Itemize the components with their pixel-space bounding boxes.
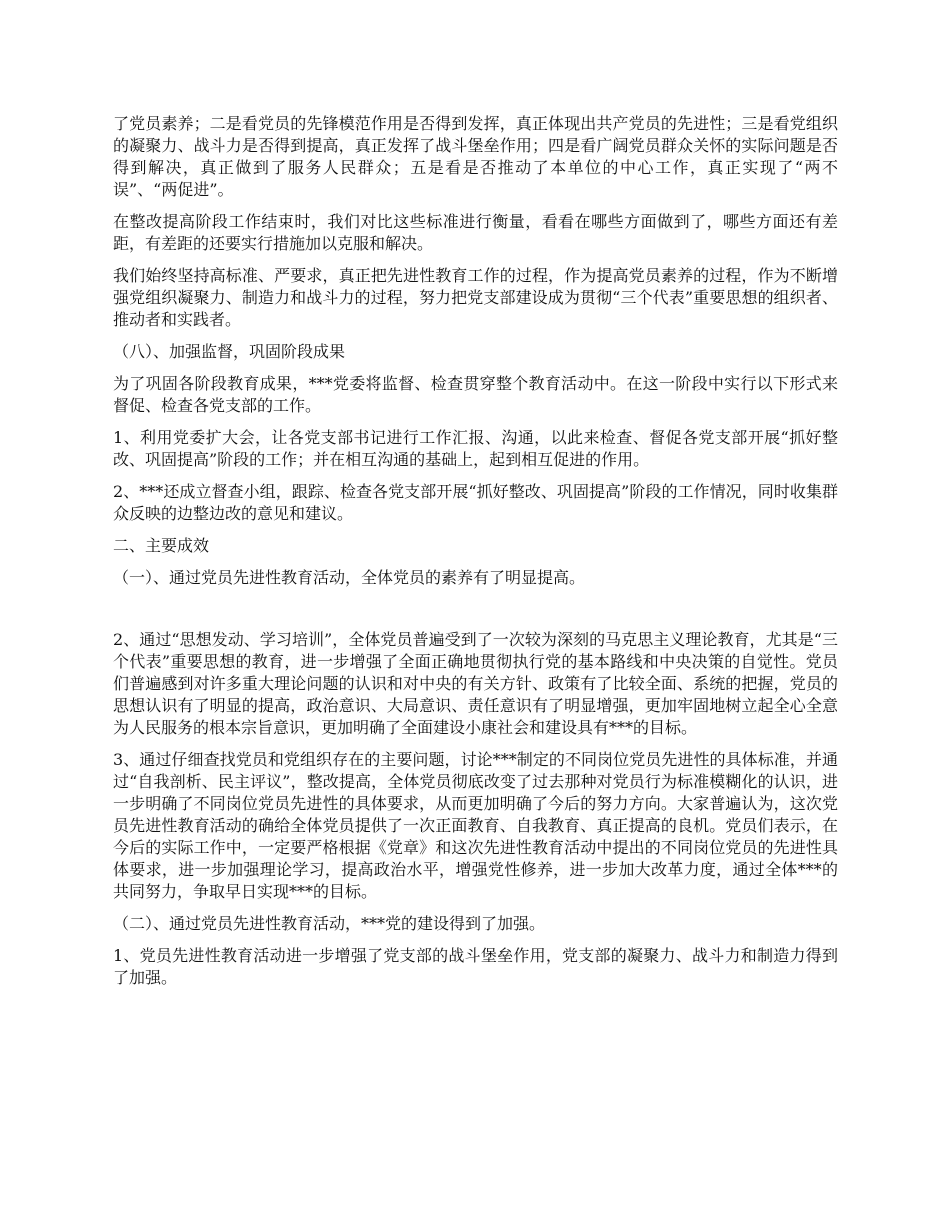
subsection-heading-party-building: （二）、通过党员先进性教育活动，***党的建设得到了加强。 — [113, 914, 546, 933]
section-heading-supervision: （八）、加强监督，巩固阶段成果 — [113, 342, 346, 361]
list-item-2-inspection-group: 2、***还成立督查小组，跟踪、检查各党支部开展“抓好整改、巩固提高”阶段的工作情况，同时收集群众反映的边整边改的意见和建议。 — [113, 482, 838, 523]
blank-spacer — [113, 599, 838, 629]
paragraph-evaluation: 在整改提高阶段工作结束时，我们对比这些标准进行衡量，看看在哪些方面做到了，哪些方面还有差距，有差距的还要实行措施加以克服和解决。 — [113, 212, 838, 253]
list-item-1-committee-meeting: 1、利用党委扩大会，让各党支部书记进行工作汇报、沟通，以此来检查、督促各党支部开展“抓好整改、巩固提高”阶段的工作；并在相互沟通的基础上，起到相互促进的作用。 — [113, 428, 838, 469]
list-item-1-branch-role: 1、党员先进性教育活动进一步增强了党支部的战斗堡垒作用，党支部的凝聚力、战斗力和制造力得到了加强。 — [113, 946, 838, 987]
subsection-heading-member-quality: （一）、通过党员先进性教育活动，全体党员的素养有了明显提高。 — [113, 568, 586, 587]
document-body — [113, 113, 838, 999]
list-item-2-study-training: 2、通过“思想发动、学习培训”，全体党员普遍受到了一次较为深刻的马克思主义理论教育，尤其是“三个代表”重要思想的教育，进一步增强了全面正确地贯彻执行党的基本路线和中央决策的自觉性。党员们普遍感到对许多重大理论问题的认识和对中央的有关方针、政策有了比较全面、系统的把握，党员的思想认识有了明显的提高，政治意识、大局意识、责任意识有了明显增强，更加牢固地树立起全心全意为人民服务的根本宗旨意识，更加明确了全面建设小康社会和建设具有***的目标。 — [113, 630, 838, 737]
section-heading-main-results: 二、主要成效 — [113, 536, 210, 555]
list-item-3-problem-finding: 3、通过仔细查找党员和党组织存在的主要问题，讨论***制定的不同岗位党员先进性的具体标准，并通过“自我剖析、民主评议”，整改提高，全体党员彻底改变了过去那种对党员行为标准模糊化的认识，进一步明确了不同岗位党员先进性的具体要求，从而更加明确了今后的努力方向。大家普遍认为，这次党员先进性教育活动的确给全体党员提供了一次正面教育、自我教育、真正提高的良机。党员们表示，在今后的实际工作中，一定要严格根据《党章》和这次先进性教育活动中提出的不同岗位党员的先进性具体要求，进一步加强理论学习，提高政治水平，增强党性修养，进一步加大改革力度，通过全体***的共同努力，争取早日实现***的目标。 — [113, 750, 838, 901]
paragraph-supervision-intro: 为了巩固各阶段教育成果，***党委将监督、检查贯穿整个教育活动中。在这一阶段中实行以下形式来督促、检查各党支部的工作。 — [113, 374, 838, 415]
paragraph-criteria-list: 了党员素养；二是看党员的先锋模范作用是否得到发挥，真正体现出共产党员的先进性；三是看党组织的凝聚力、战斗力是否得到提高，真正发挥了战斗堡垒作用；四是看广阔党员群众关怀的实际问题是否得到解决，真正做到了服务人民群众；五是看是否推动了本单位的中心工作，真正实现了“两不误”、“两促进”。 — [113, 114, 838, 199]
paragraph-high-standards: 我们始终坚持高标准、严要求，真正把先进性教育工作的过程，作为提高党员素养的过程，作为不断增强党组织凝聚力、制造力和战斗力的过程，努力把党支部建设成为贯彻“三个代表”重要思想的组织者、推动者和实践者。 — [113, 266, 838, 329]
